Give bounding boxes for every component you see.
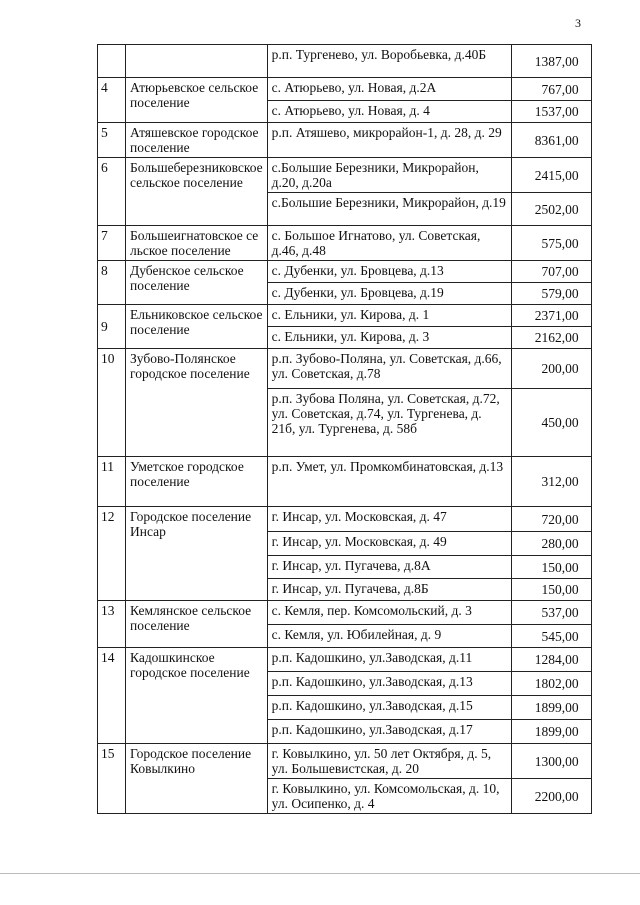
amount-cell: 579,00 [511,283,591,305]
amount-cell: 2162,00 [511,327,591,349]
address-cell: с.Большие Березники, Микрорайон, д.20, д.20а [267,158,511,193]
amount-cell: 1387,00 [511,45,591,78]
amount-cell: 707,00 [511,261,591,283]
settlement-name: Кемлянское сельское поселение [126,601,268,648]
settlement-name: Уметское городское поселение [126,457,268,507]
address-cell: г. Инсар, ул. Московская, д. 49 [267,532,511,556]
table-row [98,158,592,193]
amount-cell: 150,00 [511,579,591,601]
amount-cell: 312,00 [511,457,591,507]
table-row [98,648,592,672]
address-cell: р.п. Зубова Поляна, ул. Советская, д.72, ул. Советская, д.74, ул. Тургенева, д. 21б, ул. Тургенева, д. 58б [267,389,511,457]
settlement-name: Городское поселение Ковылкино [126,744,268,814]
address-cell: г. Инсар, ул. Пугачева, д.8Б [267,579,511,601]
amount-cell: 720,00 [511,507,591,532]
address-cell: г. Ковылкино, ул. 50 лет Октября, д. 5, ул. Большевистская, д. 20 [267,744,511,779]
address-cell: с. Дубенки, ул. Бровцева, д.19 [267,283,511,305]
settlement-name [126,45,268,78]
address-cell: р.п. Кадошкино, ул.Заводская, д.13 [267,672,511,696]
amount-cell: 2415,00 [511,158,591,193]
address-cell: с. Большое Игнатово, ул. Советская, д.46, д.48 [267,226,511,261]
row-number: 6 [98,158,126,226]
table-body [98,45,592,814]
row-number: 11 [98,457,126,507]
amount-cell: 1300,00 [511,744,591,779]
address-cell: с. Ельники, ул. Кирова, д. 1 [267,305,511,327]
address-cell: с. Кемля, ул. Юбилейная, д. 9 [267,625,511,648]
table-row [98,261,592,283]
address-cell: г. Инсар, ул. Пугачева, д.8А [267,556,511,579]
table-row [98,123,592,158]
address-cell: р.п. Кадошкино, ул.Заводская, д.15 [267,696,511,720]
address-cell: р.п. Зубово-Поляна, ул. Советская, д.66, ул. Советская, д.78 [267,349,511,389]
table-row [98,226,592,261]
scan-edge-line [0,873,640,874]
row-number: 5 [98,123,126,158]
address-cell: с. Атюрьево, ул. Новая, д. 4 [267,101,511,123]
page-number: 3 [575,16,581,30]
address-cell: р.п. Кадошкино, ул.Заводская, д.17 [267,720,511,744]
address-cell: с. Ельники, ул. Кирова, д. 3 [267,327,511,349]
address-cell: р.п. Умет, ул. Промкомбинатовская, д.13 [267,457,511,507]
row-number: 4 [98,78,126,123]
settlement-name: Ельниковское сельское поселение [126,305,268,349]
amount-cell: 2502,00 [511,193,591,226]
settlement-name: Зубово-Полянское городское поселение [126,349,268,457]
row-number: 8 [98,261,126,305]
settlement-name: Атюрьевское сельское поселение [126,78,268,123]
amount-cell: 200,00 [511,349,591,389]
amount-cell: 537,00 [511,601,591,625]
table-row [98,45,592,78]
amount-cell: 1899,00 [511,696,591,720]
row-number: 10 [98,349,126,457]
amount-cell: 2200,00 [511,779,591,814]
amount-cell: 8361,00 [511,123,591,158]
address-cell: с. Атюрьево, ул. Новая, д.2А [267,78,511,101]
amount-cell: 280,00 [511,532,591,556]
address-cell: р.п. Атяшево, микрорайон-1, д. 28, д. 29 [267,123,511,158]
address-cell: с. Кемля, пер. Комсомольский, д. 3 [267,601,511,625]
address-cell: с.Большие Березники, Микрорайон, д.19 [267,193,511,226]
settlement-name: Атяшевское городское поселение [126,123,268,158]
address-cell: г. Инсар, ул. Московская, д. 47 [267,507,511,532]
address-cell: с. Дубенки, ул. Бровцева, д.13 [267,261,511,283]
table-row [98,744,592,779]
amount-cell: 1284,00 [511,648,591,672]
settlement-name: Большеберезниковское сельское поселение [126,158,268,226]
table-row [98,457,592,507]
amount-cell: 150,00 [511,556,591,579]
housing-table [97,44,592,814]
amount-cell: 1537,00 [511,101,591,123]
amount-cell: 450,00 [511,389,591,457]
row-number: 13 [98,601,126,648]
settlement-name: Большеигнатовское сельское поселение [126,226,268,261]
address-cell: р.п. Тургенево, ул. Воробьевка, д.40Б [267,45,511,78]
row-number: 14 [98,648,126,744]
address-cell: р.п. Кадошкино, ул.Заводская, д.11 [267,648,511,672]
address-cell: г. Ковылкино, ул. Комсомольская, д. 10, ул. Осипенко, д. 4 [267,779,511,814]
table-row [98,601,592,625]
amount-cell: 575,00 [511,226,591,261]
row-number [98,45,126,78]
row-number: 12 [98,507,126,601]
table-row [98,305,592,327]
settlement-name: Городское поселение Инсар [126,507,268,601]
settlement-name: Дубенское сельское поселение [126,261,268,305]
amount-cell: 545,00 [511,625,591,648]
amount-cell: 1899,00 [511,720,591,744]
row-number: 7 [98,226,126,261]
amount-cell: 767,00 [511,78,591,101]
table-row [98,507,592,532]
amount-cell: 1802,00 [511,672,591,696]
settlement-name: Кадошкинское городское поселение [126,648,268,744]
table-row [98,349,592,389]
row-number: 15 [98,744,126,814]
amount-cell: 2371,00 [511,305,591,327]
row-number: 9 [98,305,126,349]
table-row [98,78,592,101]
